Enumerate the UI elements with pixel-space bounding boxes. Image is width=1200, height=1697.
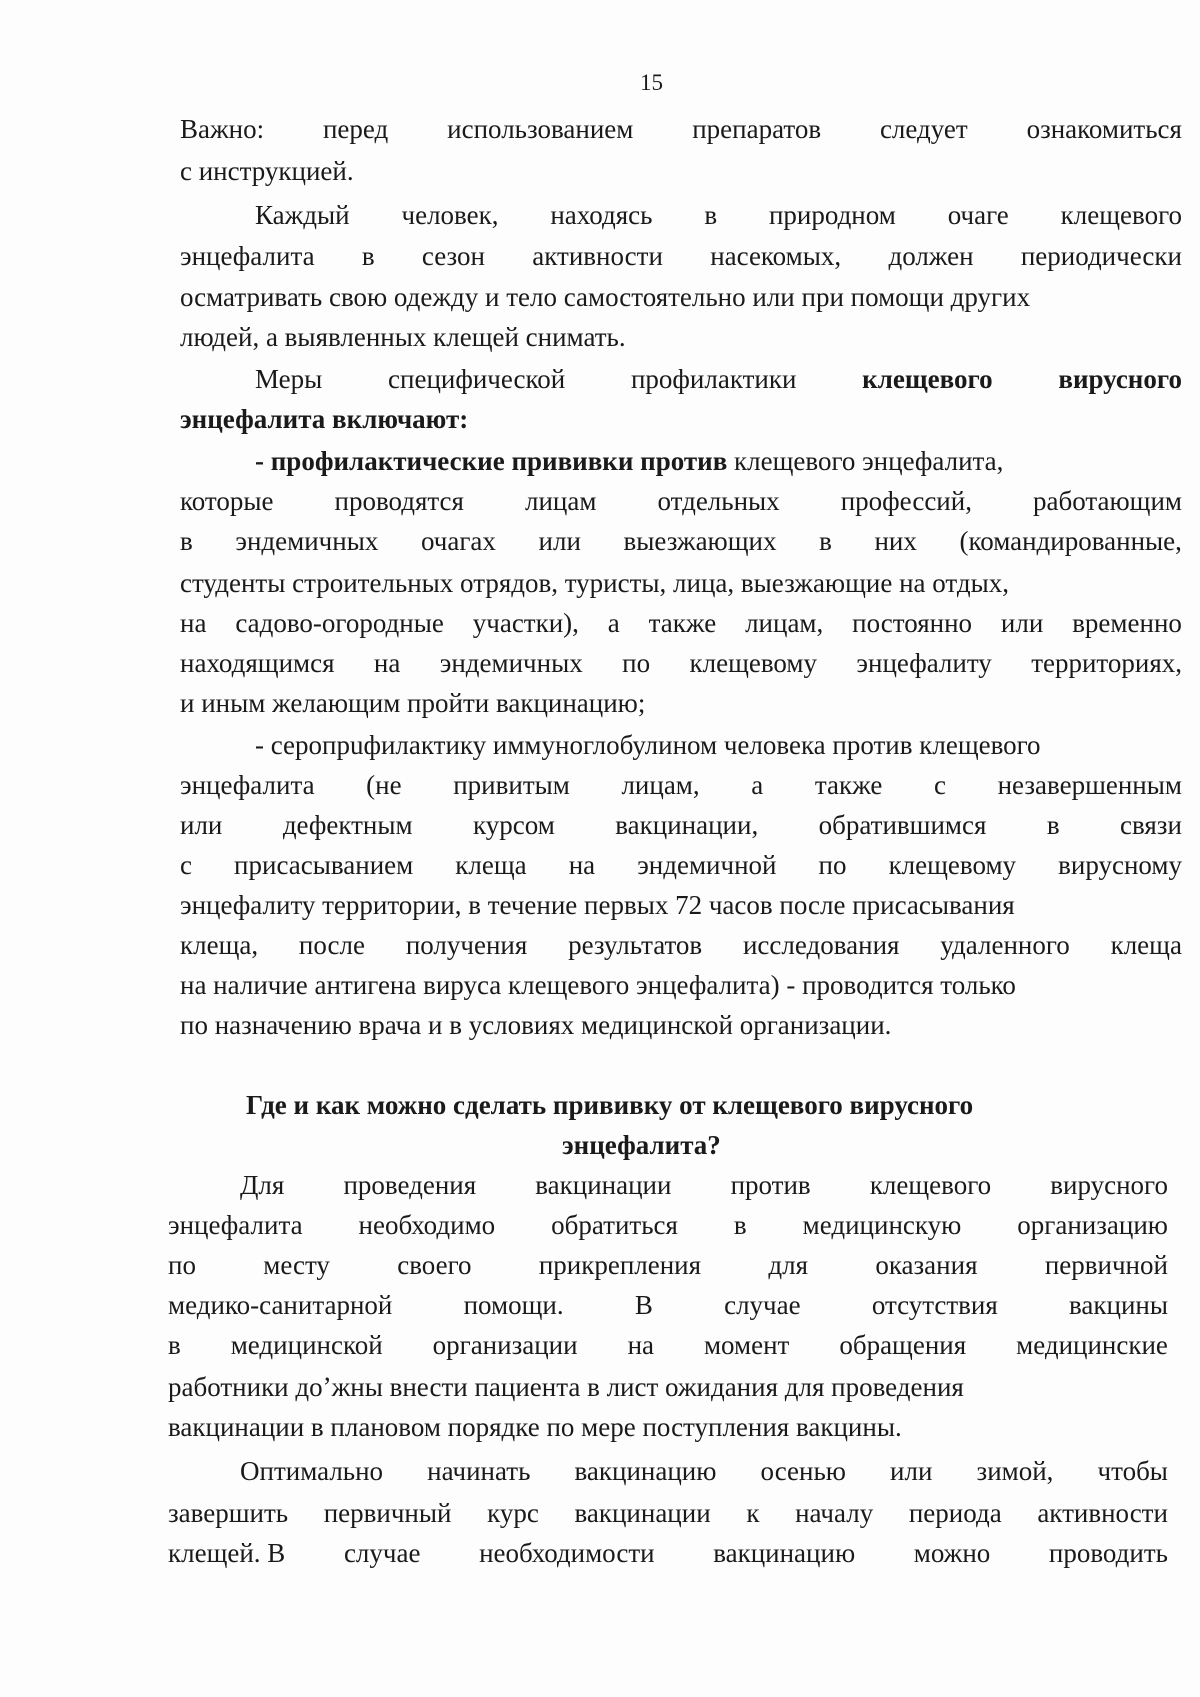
p2-line-2: энцефалита в сезон активности насекомых, должен периодически	[180, 241, 1182, 271]
p4-line-2: которые проводятся лицам отдельных профессий, работающим	[180, 486, 1182, 516]
section-heading-line-2: энцефалита?	[562, 1130, 721, 1160]
page-number: 15	[640, 70, 663, 95]
p1-line-2: с инструкцией.	[180, 156, 354, 186]
p6-line-1: Для проведения вакцинации против клещевого вирусного	[240, 1170, 1168, 1200]
p5-line-7: на наличие антигена вируса клещевого энцефалита) - проводится только	[180, 970, 1016, 1000]
p6-line-7: вакцинации в плановом порядке по мере поступления вакцины.	[168, 1412, 902, 1442]
p5-line-8: по назначению врача и в условиях медицинской организации.	[180, 1010, 892, 1040]
p4-line-1: - профилактические прививки против клещевого энцефалита,	[255, 446, 1004, 476]
p7-line-2: завершить первичный курс вакцинации к началу периода активности	[168, 1498, 1168, 1528]
p1-line-1: Важно: перед использованием препаратов следует ознакомиться	[180, 114, 1182, 144]
p2-line-3: осматривать свою одежду и тело самостоятельно или при помощи других	[180, 282, 1031, 312]
p4-line-7: и иным желающим пройти вакцинацию;	[180, 688, 646, 718]
p6-line-3: по месту своего прикрепления для оказания первичной	[168, 1250, 1168, 1280]
p5-line-5: энцефалиту территории, в течение первых 72 часов после присасывания	[180, 890, 1015, 920]
p3-line-2: энцефалита включают:	[180, 404, 469, 434]
p4-line-4: студенты строительных отрядов, туристы, лица, выезжающие на отдых,	[180, 568, 1009, 598]
p6-line-4: медико-санитарной помощи. В случае отсутствия вакцины	[168, 1290, 1168, 1320]
p2-line-1: Каждый человек, находясь в природном очаге клещевого	[255, 200, 1182, 230]
p5-line-1: - серопрuфилактику иммуноглобулином человека против клещевого	[255, 730, 1041, 760]
p3-line-1: Меры специфической профилактики клещевого вирусного	[255, 364, 1182, 394]
p4-line-6: находящимся на эндемичных по клещевому энцефалиту территориях,	[180, 648, 1182, 678]
p6-line-6: работники доʼжны внести пациента в лист ожидания для проведения	[168, 1372, 964, 1402]
section-heading-line-1: Где и как можно сделать прививку от клещевого вирусного	[246, 1090, 974, 1120]
p5-line-4: с присасыванием клеща на эндемичной по клещевому вирусному	[180, 850, 1182, 880]
p6-line-2: энцефалита необходимо обратиться в медицинскую организацию	[168, 1210, 1168, 1240]
p6-line-5: в медицинской организации на момент обращения медицинские	[168, 1330, 1168, 1360]
p5-line-3: или дефектным курсом вакцинации, обратившимся в связи	[180, 810, 1182, 840]
p7-line-1: Оптимально начинать вакцинацию осенью или зимой, чтобы	[240, 1456, 1168, 1486]
p2-line-4: людей, а выявленных клещей снимать.	[180, 322, 626, 352]
p4-line-5: на садово-огородные участки), а также лицам, постоянно или временно	[180, 608, 1182, 638]
p7-line-3: клещей. В случае необходимости вакцинацию можно проводить	[168, 1538, 1168, 1568]
p4-line-3: в эндемичных очагах или выезжающих в них (командированные,	[180, 526, 1182, 556]
p5-line-2: энцефалита (не привитым лицам, а также с незавершенным	[180, 770, 1182, 800]
p5-line-6: клеща, после получения результатов исследования удаленного клеща	[180, 930, 1182, 960]
